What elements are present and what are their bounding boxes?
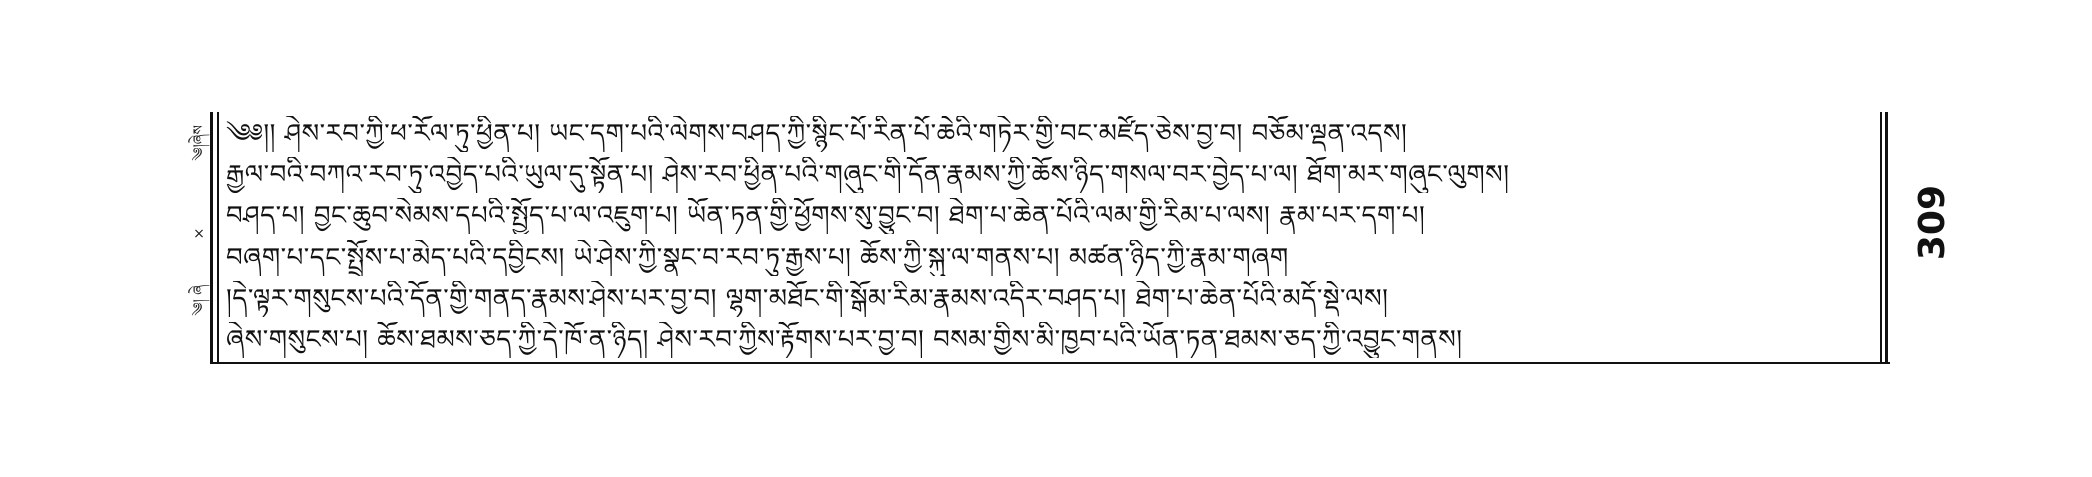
frame-left-outer-line — [210, 112, 213, 362]
page-number: 309 — [1912, 185, 1953, 261]
text-lines — [226, 116, 1870, 358]
text-line-1-content: ༄༅།། ཤེས་རབ་ཀྱི་ཕ་རོལ་ཏུ་ཕྱིན་པ། ཡང་དག་པའི་ལེགས་བཤད་ཀྱི་སྙིང་པོ་རིན་པོ་ཆེའི་གཏེར་གྱི་བང་མཛོད་ཅེས་བྱ་བ། བཅོམ་ལྡན་འདས། — [226, 119, 1408, 149]
frame-right-inner-line — [1880, 112, 1882, 362]
frame-left-inner-line — [217, 112, 219, 362]
margin-note-top: ༄།ཞེས — [191, 125, 207, 161]
frame-right-outer-line — [1885, 112, 1888, 362]
text-line-4-content: བཞག་པ་དང་སྤྲོས་པ་མེད་པའི་དབྱིངས། ཡེ་ཤེས་ཀྱི་སྣང་བ་རབ་ཏུ་རྒྱས་པ། ཆོས་ཀྱི་སྐུ་ལ་གནས་པ། མཚན་ཉིད་ཀྱི་རྣམ་གཞག — [226, 242, 1289, 273]
text-line-3 — [226, 198, 1870, 234]
left-margin-notes — [190, 125, 210, 345]
text-line-5-content: །དེ་ལྟར་གསུངས་པའི་དོན་གྱི་གནད་རྣམས་ཤེས་པར་བྱ་བ། ལྷག་མཐོང་གི་སྒོམ་རིམ་རྣམས་འདིར་བཤད་པ། ཐེག་པ་ཆེན་པོའི་མདོ་སྡེ་ལས། — [226, 283, 1389, 314]
margin-note-middle: × — [191, 225, 207, 241]
text-line-4 — [226, 240, 1870, 276]
text-line-6-content: ཞེས་གསུངས་པ། ཆོས་ཐམས་ཅད་ཀྱི་དེ་ཁོ་ན་ཉིད། ཤེས་རབ་ཀྱིས་རྟོགས་པར་བྱ་བ། བསམ་གྱིས་མི་ཁྱབ་པའི་ཡོན་ཏན་ཐམས་ཅད་ཀྱི་འབྱུང་གནས། — [226, 324, 1463, 355]
text-frame — [210, 112, 1930, 362]
text-line-2 — [226, 157, 1870, 193]
bottom-rule — [210, 362, 1890, 364]
text-line-3-content: བཤད་པ། བྱང་ཆུབ་སེམས་དཔའི་སྤྱོད་པ་ལ་འཇུག་པ། ཡོན་ཏན་གྱི་ཕྱོགས་སུ་བྱུང་བ། ཐེག་པ་ཆེན་པོའི་ལམ་གྱི་རིམ་པ་ལས། རྣམ་པར་དག་པ། — [226, 201, 1426, 232]
text-line-5 — [226, 281, 1870, 317]
text-line-6 — [226, 322, 1870, 358]
text-line-2-content: རྒྱལ་བའི་བཀའ་རབ་ཏུ་འབྱེད་པའི་ཡུལ་དུ་སྟོན་པ། ཤེས་རབ་ཕྱིན་པའི་གཞུང་གི་དོན་རྣམས་ཀྱི་ཆོས་ཉིད་གསལ་བར་བྱེད་པ་ལ། ཐོག་མར་གཞུང་ལུགས། — [226, 160, 1510, 191]
margin-note-bottom: ༄། ཞེ — [191, 285, 207, 316]
text-line-1 — [226, 116, 1870, 152]
